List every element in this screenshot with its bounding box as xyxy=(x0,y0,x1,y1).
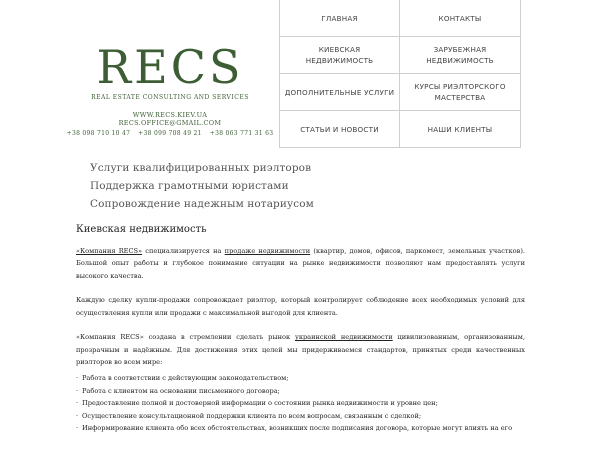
nav-articles-news[interactable]: СТАТЬИ И НОВОСТИ xyxy=(280,111,400,148)
nav-additional-services[interactable]: ДОПОЛНИТЕЛЬНЫЕ УСЛУГИ xyxy=(280,74,400,111)
page-title: Киевская недвижимость xyxy=(76,224,207,235)
logo-website: WWW.RECS.KIEV.UA xyxy=(132,111,208,119)
company-link[interactable]: «Компания RECS» xyxy=(76,247,143,255)
nav-foreign-real-estate[interactable]: ЗАРУБЕЖНАЯ НЕДВИЖИМОСТЬ xyxy=(400,37,521,74)
list-item: · Работа с клиентом на основании письменного договора; xyxy=(76,385,525,397)
nav-our-clients[interactable]: НАШИ КЛИЕНТЫ xyxy=(400,111,521,148)
service-item: Сопровождение надежным нотариусом xyxy=(90,198,314,210)
main-nav xyxy=(279,0,522,148)
paragraph-intro: «Компания RECS» специализируется на продаже недвижимости (квартир, домов, офисов, паркомест, земельных участков). Большой опыт работы и глубокое понимание ситуации на рынке недвижимости позволяют нам предоставлять услуги высокого качества. xyxy=(76,247,526,280)
services-list xyxy=(90,159,314,213)
paragraph-deals: Каждую сделку купли-продажи сопровождает риэлтор, который контролирует соблюдение всех необходимых условий для осуществления купли или продажи с максимальной выгодой для клиента. xyxy=(76,296,525,317)
paragraph-standards: «Компания RECS» создана в стремлении сделать рынок украинской недвижимости цивилизованным, организованным, прозрачным и надёжным. Для достижения этих целей мы придерживаемся стандартов, принятых среди качественных риэлторов во всем мире: xyxy=(76,333,525,367)
company-logo[interactable] xyxy=(60,40,280,137)
logo-tagline: REAL ESTATE CONSULTING AND SERVICES xyxy=(91,94,249,101)
logo-wordmark: RECS xyxy=(96,40,244,94)
list-item: · Работа в соответствии с действующим законодательством; xyxy=(76,372,525,384)
phone-2: +38 099 708 49 21 xyxy=(138,130,202,137)
service-item: Услуги квалифицированных риэлторов xyxy=(90,162,312,174)
nav-kyiv-real-estate[interactable]: КИЕВСКАЯ НЕДВИЖИМОСТЬ xyxy=(280,37,400,74)
service-item: Поддержка грамотными юристами xyxy=(90,180,289,192)
sale-link[interactable]: продаже недвижимости xyxy=(224,247,311,255)
ukrainian-real-estate-link[interactable]: украинской недвижимости xyxy=(294,333,393,342)
article-content xyxy=(76,245,525,434)
phone-1: +38 098 710 10 47 xyxy=(66,130,131,137)
nav-realtor-courses[interactable]: КУРСЫ РИЭЛТОРСКОГО МАСТЕРСТВА xyxy=(400,74,521,111)
phone-3: +38 063 771 31 63 xyxy=(209,130,274,137)
logo-contacts xyxy=(60,111,280,127)
nav-contacts[interactable]: КОНТАКТЫ xyxy=(400,0,521,37)
list-item: · Информирование клиента обо всех обстоятельствах, возникших после подписания договора, которые могут влиять на его xyxy=(76,422,525,434)
nav-home[interactable]: ГЛАВНАЯ xyxy=(280,0,400,37)
logo-email: RECS.OFFICE@GMAIL.COM xyxy=(118,119,222,127)
standards-list xyxy=(76,372,525,434)
list-item: · Предоставление полной и достоверной информации о состоянии рынка недвижимости и уровне цен; xyxy=(76,397,525,409)
list-item: · Осуществление консультационной поддержки клиента по всем вопросам, связанным с сделкой; xyxy=(76,410,525,422)
logo-phones xyxy=(60,130,280,137)
